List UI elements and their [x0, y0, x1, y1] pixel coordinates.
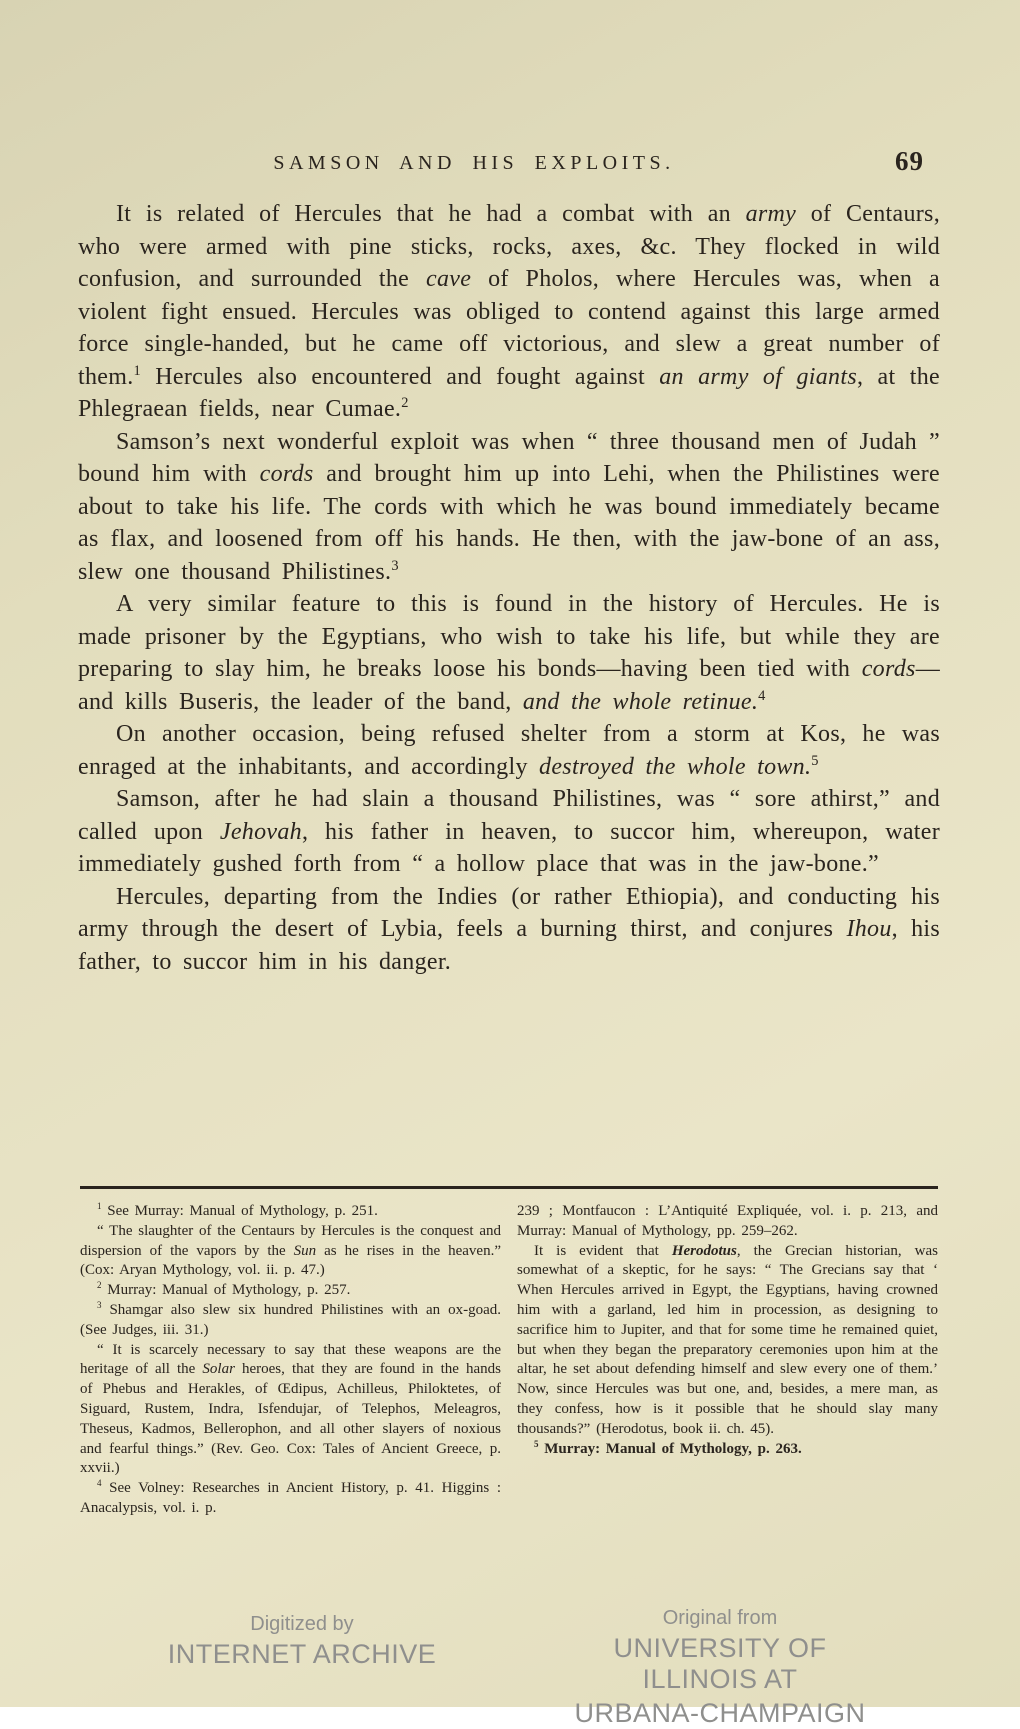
paragraph: It is evident that Herodotus, the Grecian historian, was somewhat of a skeptic, for he says: “ The Grecians say that ‘ When Hercules arrived in Egypt, the Egyptians, having crowned him with a garland, led him in procession, as designing to sacrifice him to Jupiter, and that for some time he remained quiet, but when they began the preparatory ceremonies upon him at the altar, he set about defending himself and slew every one of them.’ Now, since Hercules was but one, and, besides, a mere man, as they confess, how is it possible that he should slay many thousands?” (Herodotus, book ii. ch. 45).: [517, 1242, 938, 1437]
university-label-line2: URBANA-CHAMPAIGN: [574, 1698, 866, 1728]
page-title: SAMSON AND HIS EXPLOITS.: [273, 152, 675, 174]
footnote-column-right: [517, 1202, 938, 1519]
footnote-column-left: [80, 1202, 501, 1519]
paragraph: $^3$ Shamgar also slew six hundred Philistines with an ox-goad. (See Judges, iii. 31.): [80, 1299, 501, 1338]
original-from-watermark: [555, 1606, 885, 1729]
original-from-label: Original from: [662, 1607, 778, 1629]
digitized-by-label: Digitized by: [250, 1613, 354, 1635]
paragraph: Samson’s next wonderful exploit was when “ three thousand men of Judah ” bound him with cords and brought him up into Lehi, when the Philistines were about to take his life. The cords with which he was bound immediately became as flax, and loosened from off his hands. He then, with the jaw-bone of an ass, slew one thousand Philistines.$^3$: [78, 428, 940, 585]
paragraph: $^2$ Murray: Manual of Mythology, p. 257.: [97, 1280, 351, 1299]
body-text: [78, 198, 940, 978]
page-number: 69: [895, 146, 924, 176]
footnotes-section: [80, 1186, 938, 1519]
paragraph: $^1$ See Murray: Manual of Mythology, p. 251.: [97, 1201, 378, 1219]
university-label-line1: UNIVERSITY OF ILLINOIS AT: [613, 1633, 827, 1694]
paragraph: $^5$ Murray: Manual of Mythology, p. 263.: [534, 1438, 802, 1457]
internet-archive-label: INTERNET ARCHIVE: [167, 1639, 437, 1669]
paragraph: Hercules, departing from the Indies (or rather Ethiopia), and conducting his army through the desert of Lybia, feels a burning thirst, and conjures Ihou, his father, to succor him in his danger.: [78, 883, 940, 975]
page-header: [78, 146, 940, 176]
paragraph: “ The slaughter of the Centaurs by Hercules is the conquest and dispersion of the vapors by the Sun as he rises in the heaven.” (Cox: Aryan Mythology, vol. ii. p. 47.): [80, 1222, 501, 1279]
paragraph: A very similar feature to this is found in the history of Hercules. He is made prisoner by the Egyptians, who wish to take his life, but while they are preparing to slay him, he breaks loose his bonds—having been tied with cords—and kills Buseris, the leader of the band, and the whole retinue.$^4$: [78, 591, 940, 715]
paragraph: Samson, after he had slain a thousand Philistines, was “ sore athirst,” and called upon Jehovah, his father in heaven, to succor him, whereupon, water immediately gushed forth from “ a hollow place that was in the jaw-bone.”: [78, 786, 940, 877]
paragraph: 239 ; Montfaucon : L’Antiquité Expliquée, vol. i. p. 213, and Murray: Manual of Mythology, pp. 259–262.: [517, 1203, 938, 1239]
paragraph: “ It is scarcely necessary to say that these weapons are the heritage of all the Solar heroes, that they are found in the hands of Phebus and Herakles, of Œdipus, Achilleus, Philoktetes, of Siguard, Rustem, Indra, Isfendujar, of Telephos, Meleagros, Theseus, Kadmos, Bellerophon, and all other slayers of noxious and fearful things.” (Rev. Geo. Cox: Tales of Ancient Greece, p. xxvii.): [80, 1341, 501, 1477]
paragraph: $^4$ See Volney: Researches in Ancient History, p. 41. Higgins : Anacalypsis, vol. i. p.: [80, 1478, 501, 1516]
paragraph: It is related of Hercules that he had a combat with an army of Centaurs, who were armed with pine sticks, rocks, axes, &c. They flocked in wild confusion, and surrounded the cave of Pholos, where Hercules was, when a violent fight ensued. Hercules was obliged to contend against this large armed force single-handed, but he came off victorious, and slew a great number of them.$^1$ Hercules also encountered and fought against an army of giants, at the Phlegraean fields, near Cumae.$^2$: [78, 201, 940, 422]
paragraph: On another occasion, being refused shelter from a storm at Kos, he was enraged at the inhabitants, and accordingly destroyed the whole town.$^5$: [78, 721, 940, 780]
digitized-watermark: [150, 1612, 454, 1670]
